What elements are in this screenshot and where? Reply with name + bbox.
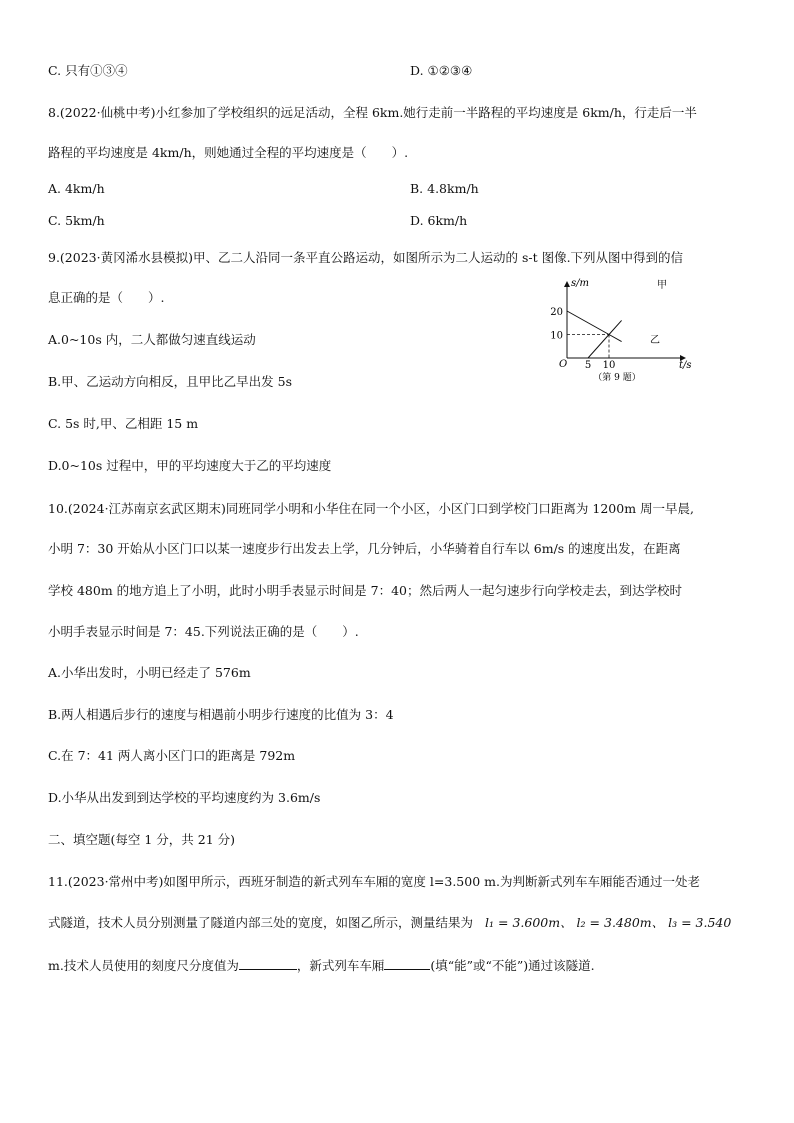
origin-label: O: [559, 359, 568, 370]
series-line-yi: [567, 311, 622, 342]
q7-option-d: D. ①②③④: [410, 63, 473, 78]
q10-option-c: C.在 7：41 两人离小区门口的距离是 792m: [48, 748, 296, 763]
section-2-heading: 二、填空题(每空 1 分，共 21 分): [48, 832, 236, 847]
x-axis-label: t/s: [679, 360, 692, 371]
q11-stem-line-1: 11.(2023·常州中考)如图甲所示，西班牙制造的新式列车车厢的宽度 l=3.500 m.为判断新式列车车厢能否通过一处老: [48, 874, 700, 889]
q10-stem-line-2: 小明 7：30 开始从小区门口以某一速度步行出发去上学，几分钟后，小华骑着自行车以 6m/s 的速度出发，在距离: [48, 541, 681, 556]
answer-blank-2[interactable]: [384, 957, 430, 970]
q11-stem-line-3: [48, 957, 595, 974]
answer-blank-1[interactable]: [239, 957, 297, 970]
figure-caption: （第 9 题）: [593, 373, 641, 383]
q8-option-b: B. 4.8km/h: [410, 181, 479, 196]
q11-stem-text-b: ，新式列车车厢: [296, 958, 385, 973]
q8-stem-line-2: 路程的平均速度是 4km/h，则她通过全程的平均速度是（ ）.: [48, 145, 409, 160]
q9-stem-line-2: 息正确的是（ ）.: [48, 290, 165, 305]
q11-stem-text-a: m.技术人员使用的刻度尺分度值为: [48, 958, 239, 973]
q9-option-c: C. 5s 时,甲、乙相距 15 m: [48, 416, 199, 431]
q10-stem-line-3: 学校 480m 的地方追上了小明，此时小明手表显示时间是 7：40；然后两人一起匀速步行向学校走去，到达学校时: [48, 583, 682, 598]
y-tick-label: 20: [550, 307, 563, 318]
q10-option-b: B.两人相遇后步行的速度与相遇前小明步行速度的比值为 3：4: [48, 707, 394, 722]
q10-option-d: D.小华从出发到到达学校的平均速度约为 3.6m/s: [48, 790, 321, 805]
q8-option-c: C. 5km/h: [48, 213, 105, 228]
q11-measurements: l₁ = 3.600m、 l₂ = 3.480m、 l₃ = 3.540: [485, 915, 732, 930]
q8-option-d: D. 6km/h: [410, 213, 468, 228]
q9-option-d: D.0~10s 过程中，甲的平均速度大于乙的平均速度: [48, 458, 332, 473]
st-graph-svg: [545, 276, 695, 386]
q10-option-a: A.小华出发时，小明已经走了 576m: [48, 665, 251, 680]
q11-stem-line-2: [48, 915, 731, 931]
q7-option-c: C. 只有①③④: [48, 63, 128, 78]
x-tick-label: 10: [602, 360, 616, 371]
line-label-jia: 甲: [657, 280, 667, 291]
q10-stem-line-4: 小明手表显示时间是 7：45.下列说法正确的是（ ）.: [48, 624, 359, 639]
y-tick-label: 10: [550, 330, 563, 342]
q10-stem-line-1: 10.(2024·江苏南京玄武区期末)同班同学小明和小华住在同一个小区，小区门口到学校门口距离为 1200m 周一早晨,: [48, 501, 695, 516]
q8-stem-line-1: 8.(2022·仙桃中考)小红参加了学校组织的远足活动，全程 6km.她行走前一半路程的平均速度是 6km/h，行走后一半: [48, 105, 697, 120]
q9-option-a: A.0~10s 内，二人都做匀速直线运动: [48, 332, 256, 347]
q9-st-graph: [545, 276, 695, 386]
q11-stem-text-c: (填“能”或“不能”)通过该隧道.: [430, 958, 595, 973]
q8-option-a: A. 4km/h: [48, 181, 105, 196]
q9-stem-line-1: 9.(2023·黄冈浠水县模拟)甲、乙二人沿同一条平直公路运动，如图所示为二人运动的 s-t 图像.下列从图中得到的信: [48, 250, 684, 265]
y-axis-label: s/m: [571, 278, 589, 289]
q11-stem-text: 式隧道，技术人员分别测量了隧道内部三处的宽度，如图乙所示，测量结果为: [48, 915, 474, 930]
line-label-yi: 乙: [650, 335, 660, 346]
q9-option-b: B.甲、乙运动方向相反，且甲比乙早出发 5s: [48, 374, 293, 389]
x-tick-label: 5: [584, 360, 592, 371]
